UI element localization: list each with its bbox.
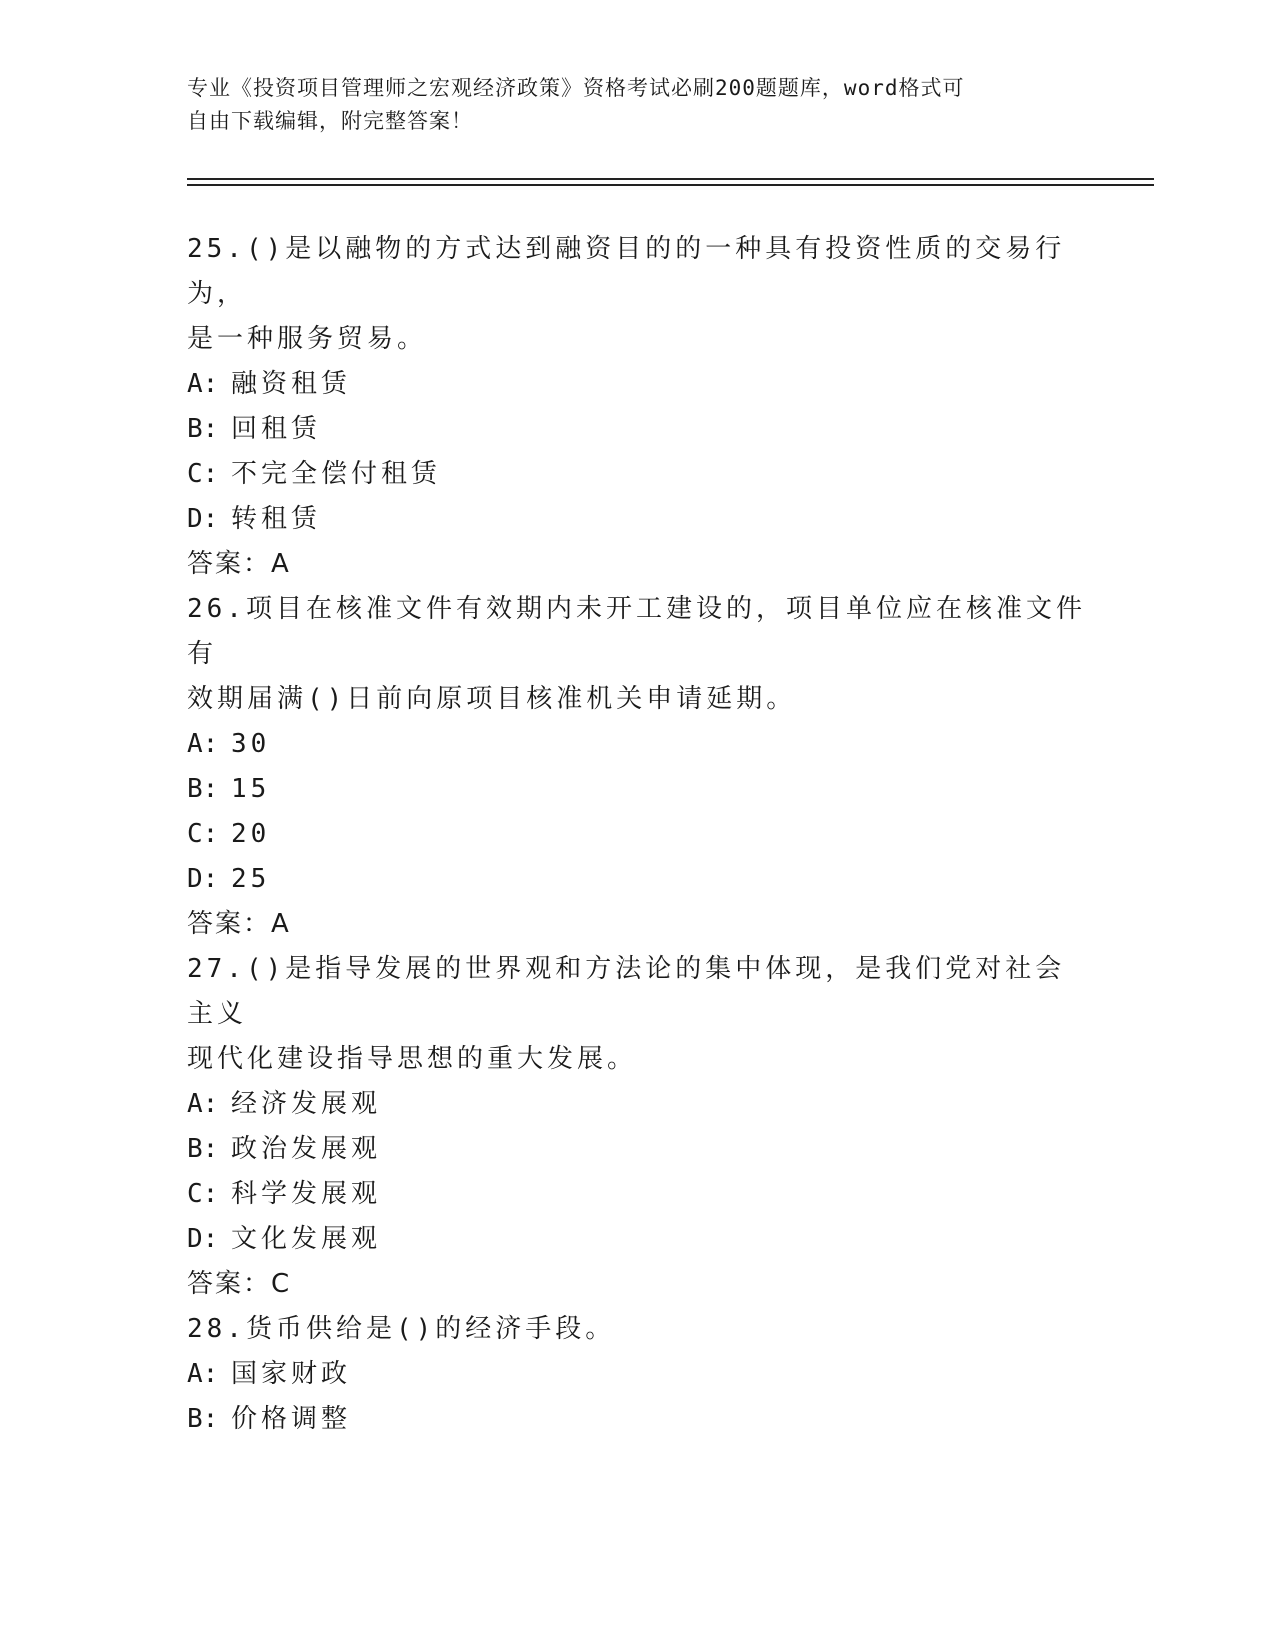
option-key: C: [187,1179,219,1209]
option-a [187,1082,1087,1127]
option-key: C: [187,459,219,489]
option-key: C: [187,819,219,849]
answer: 答案：C [187,1269,292,1299]
question-25 [187,227,1087,587]
option-c [187,1172,1087,1217]
option-key: A: [187,1089,219,1119]
option-key: D: [187,1224,219,1254]
answer: 答案：A [187,909,291,939]
option-text: 经济发展观 [231,1089,382,1119]
question-stem-line: 效期届满()日前向原项目核准机关申请延期。 [187,684,797,714]
option-b [187,407,1087,452]
option-text: 20 [231,819,271,849]
option-text: 25 [231,864,271,894]
option-text: 科学发展观 [231,1179,382,1209]
option-key: A: [187,1359,219,1389]
option-key: B: [187,1404,219,1434]
question-26 [187,587,1087,947]
option-text: 不完全偿付租赁 [231,459,442,489]
option-text: 国家财政 [231,1359,352,1389]
question-stem-line: 现代化建设指导思想的重大发展。 [187,1044,638,1074]
option-text: 15 [231,774,271,804]
option-text: 文化发展观 [231,1224,382,1254]
option-key: D: [187,864,219,894]
option-key: B: [187,1134,219,1164]
header-line-2: 自由下载编辑，附完整答案！ [187,109,473,133]
option-a [187,362,1087,407]
option-b [187,767,1087,812]
question-stem-line: 27.()是指导发展的世界观和方法论的集中体现，是我们党对社会主义 [187,954,1066,1029]
header-line-1: 专业《投资项目管理师之宏观经济政策》资格考试必刷200题题库，word格式可 [187,76,965,100]
option-c [187,452,1087,497]
answer: 答案：A [187,549,291,579]
question-stem-line: 26.项目在核准文件有效期内未开工建设的，项目单位应在核准文件有 [187,594,1086,669]
option-key: B: [187,774,219,804]
option-text: 回租赁 [231,414,322,444]
option-text: 30 [231,729,271,759]
option-text: 转租赁 [231,504,322,534]
option-d [187,857,1087,902]
question-stem-line: 是一种服务贸易。 [187,324,428,354]
option-a [187,1352,1087,1397]
header-divider-top [187,178,1154,180]
option-key: A: [187,369,219,399]
question-stem-line: 25.()是以融物的方式达到融资目的的一种具有投资性质的交易行为， [187,234,1066,309]
option-text: 政治发展观 [231,1134,382,1164]
option-d [187,1217,1087,1262]
option-d [187,497,1087,542]
header-divider-bottom [187,184,1154,186]
question-27 [187,947,1087,1307]
question-28 [187,1307,1087,1442]
option-key: A: [187,729,219,759]
option-key: D: [187,504,219,534]
option-c [187,812,1087,857]
option-b [187,1397,1087,1442]
question-stem-line: 28.货币供给是()的经济手段。 [187,1314,616,1344]
option-b [187,1127,1087,1172]
option-a [187,722,1087,767]
option-key: B: [187,414,219,444]
option-text: 价格调整 [231,1404,352,1434]
document-header [187,72,1067,138]
option-text: 融资租赁 [231,369,352,399]
